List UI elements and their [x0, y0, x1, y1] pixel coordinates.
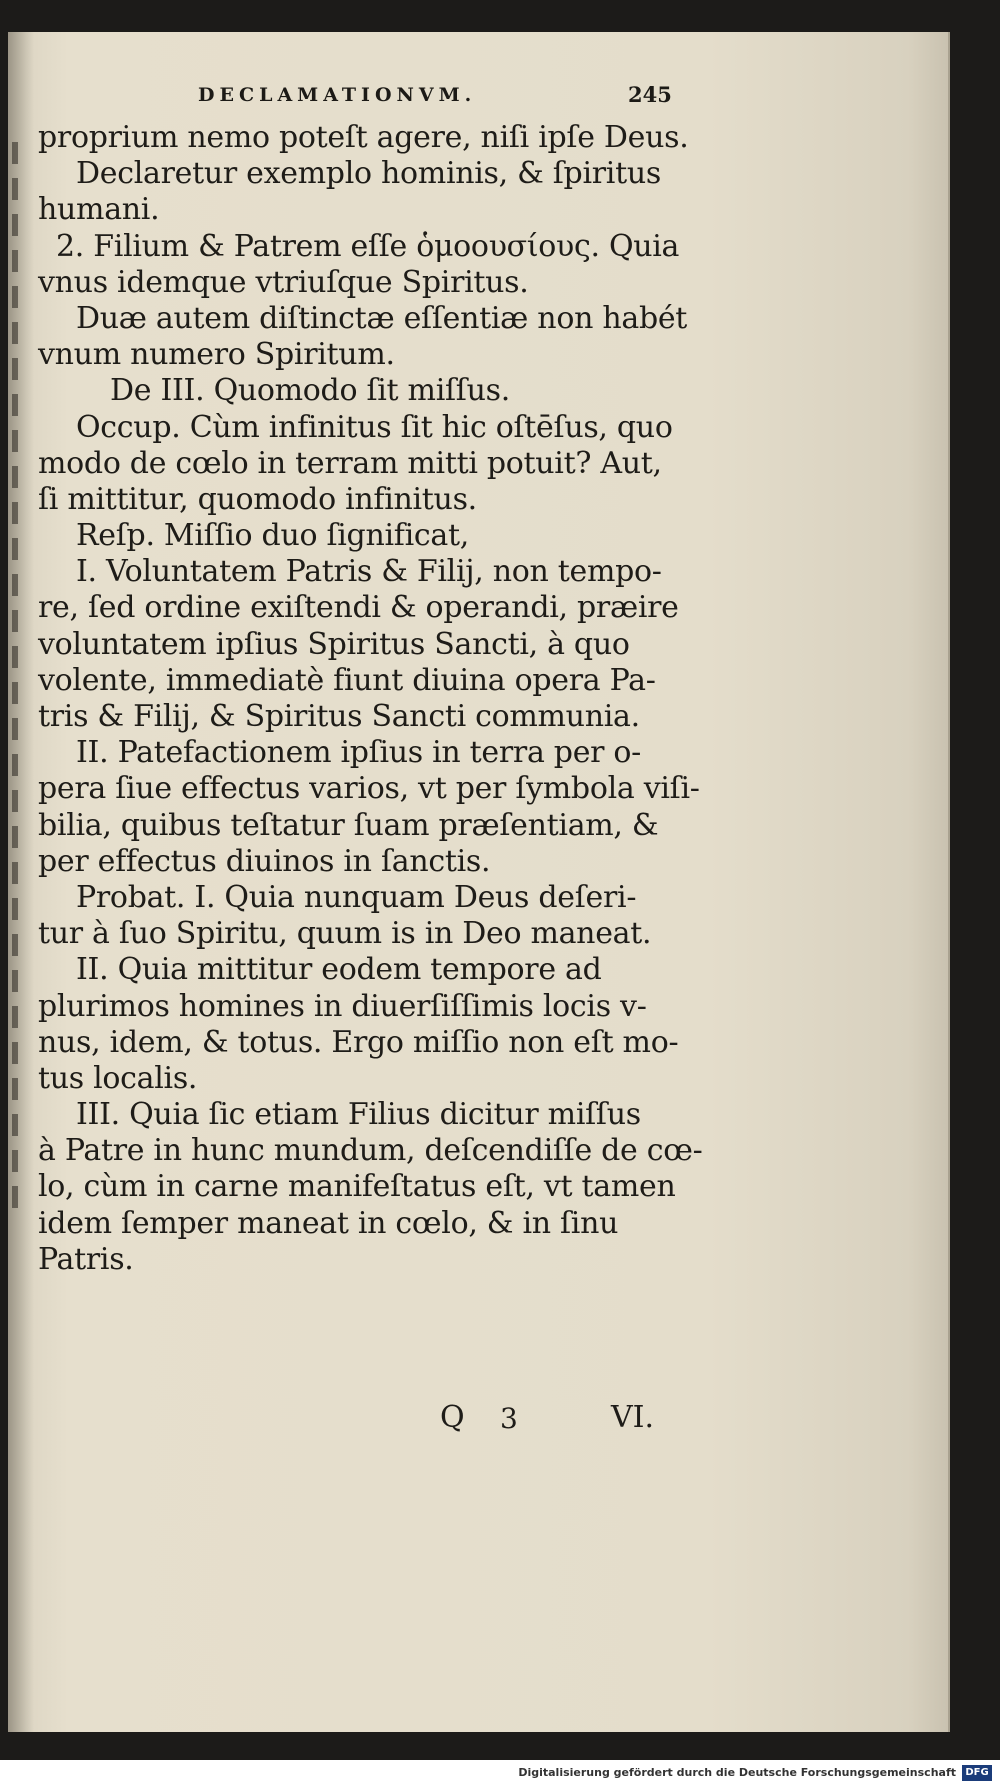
text-line: II. Quia mittitur eodem tempore ad — [76, 952, 602, 988]
text-line: Duæ autem diſtinctæ eſſentiæ non habét — [76, 300, 688, 336]
text-line: volente, immediatè fiunt diuina opera Pa- — [38, 662, 656, 698]
text-line: per effectus diuinos in ſanctis. — [38, 843, 491, 879]
text-line: voluntatem ipſius Spiritus Sancti, à quo — [38, 626, 630, 662]
text-line: vnus idemque vtriuſque Spiritus. — [38, 264, 529, 300]
text-line: modo de cœlo in terram mitti potuit? Aut, — [38, 445, 662, 481]
digitization-footer — [0, 1760, 1000, 1788]
page-number: 245 — [628, 82, 672, 107]
text-line: bilia, quibus teſtatur ſuam præſentiam, & — [38, 807, 659, 843]
page-footer-line — [8, 1400, 948, 1440]
signature-mark: Q — [440, 1400, 465, 1435]
catchword: VI. — [611, 1400, 655, 1435]
section-heading: De III. Quomodo ſit miſſus. — [110, 373, 510, 409]
running-head: DECLAMATIONVM. — [198, 84, 477, 106]
text-line: III. Quia ſic etiam Filius dicitur miſſus — [76, 1097, 641, 1133]
text-line: tur à ſuo Spiritu, quum is in Deo maneat. — [38, 916, 652, 952]
text-line: 2. Filium & Patrem eſſe ὁμοουσίους. Quia — [56, 228, 680, 264]
signature-number: 3 — [500, 1402, 518, 1435]
text-line: à Patre in hunc mundum, deſcendiſſe de cœ- — [38, 1133, 703, 1169]
text-line: pera ſiue effectus varios, vt per ſymbola viſi- — [38, 771, 700, 807]
body-text — [38, 120, 703, 1278]
text-line: Declaretur exemplo hominis, & ſpiritus — [76, 156, 661, 192]
text-line: nus, idem, & totus. Ergo miſſio non eſt mo- — [38, 1024, 679, 1060]
text-line: idem ſemper maneat in cœlo, & in ſinu — [38, 1205, 619, 1241]
text-line: Probat. I. Quia nunquam Deus deſeri- — [76, 879, 637, 915]
text-line: ſi mittitur, quomodo infinitus. — [38, 481, 477, 517]
text-line: tus localis. — [38, 1060, 198, 1096]
text-line: humani. — [38, 192, 160, 228]
dfg-logo-icon: DFG — [962, 1765, 992, 1781]
text-line: Patris. — [38, 1241, 134, 1277]
text-line: vnum numero Spiritum. — [38, 337, 395, 373]
text-line: II. Patefactionem ipſius in terra per o- — [76, 735, 642, 771]
text-line: I. Voluntatem Patris & Filij, non tempo- — [76, 554, 662, 590]
book-page — [8, 32, 950, 1732]
text-line: Reſp. Miſſio duo ſignificat, — [76, 518, 469, 554]
text-line: plurimos homines in diuerſiſſimis locis v- — [38, 988, 647, 1024]
text-line: re, ſed ordine exiſtendi & operandi, præire — [38, 590, 679, 626]
text-line: proprium nemo poteſt agere, niſi ipſe Deus. — [38, 120, 689, 155]
text-line: Occup. Cùm infinitus ſit hic oſtēſus, quo — [76, 409, 673, 445]
text-line: lo, cùm in carne manifeſtatus eſt, vt tamen — [38, 1169, 676, 1205]
page-edge-marks — [12, 142, 18, 1222]
funding-credit: Digitalisierung gefördert durch die Deutsche Forschungsgemeinschaft — [518, 1766, 956, 1779]
text-line: tris & Filij, & Spiritus Sancti communia. — [38, 699, 640, 734]
